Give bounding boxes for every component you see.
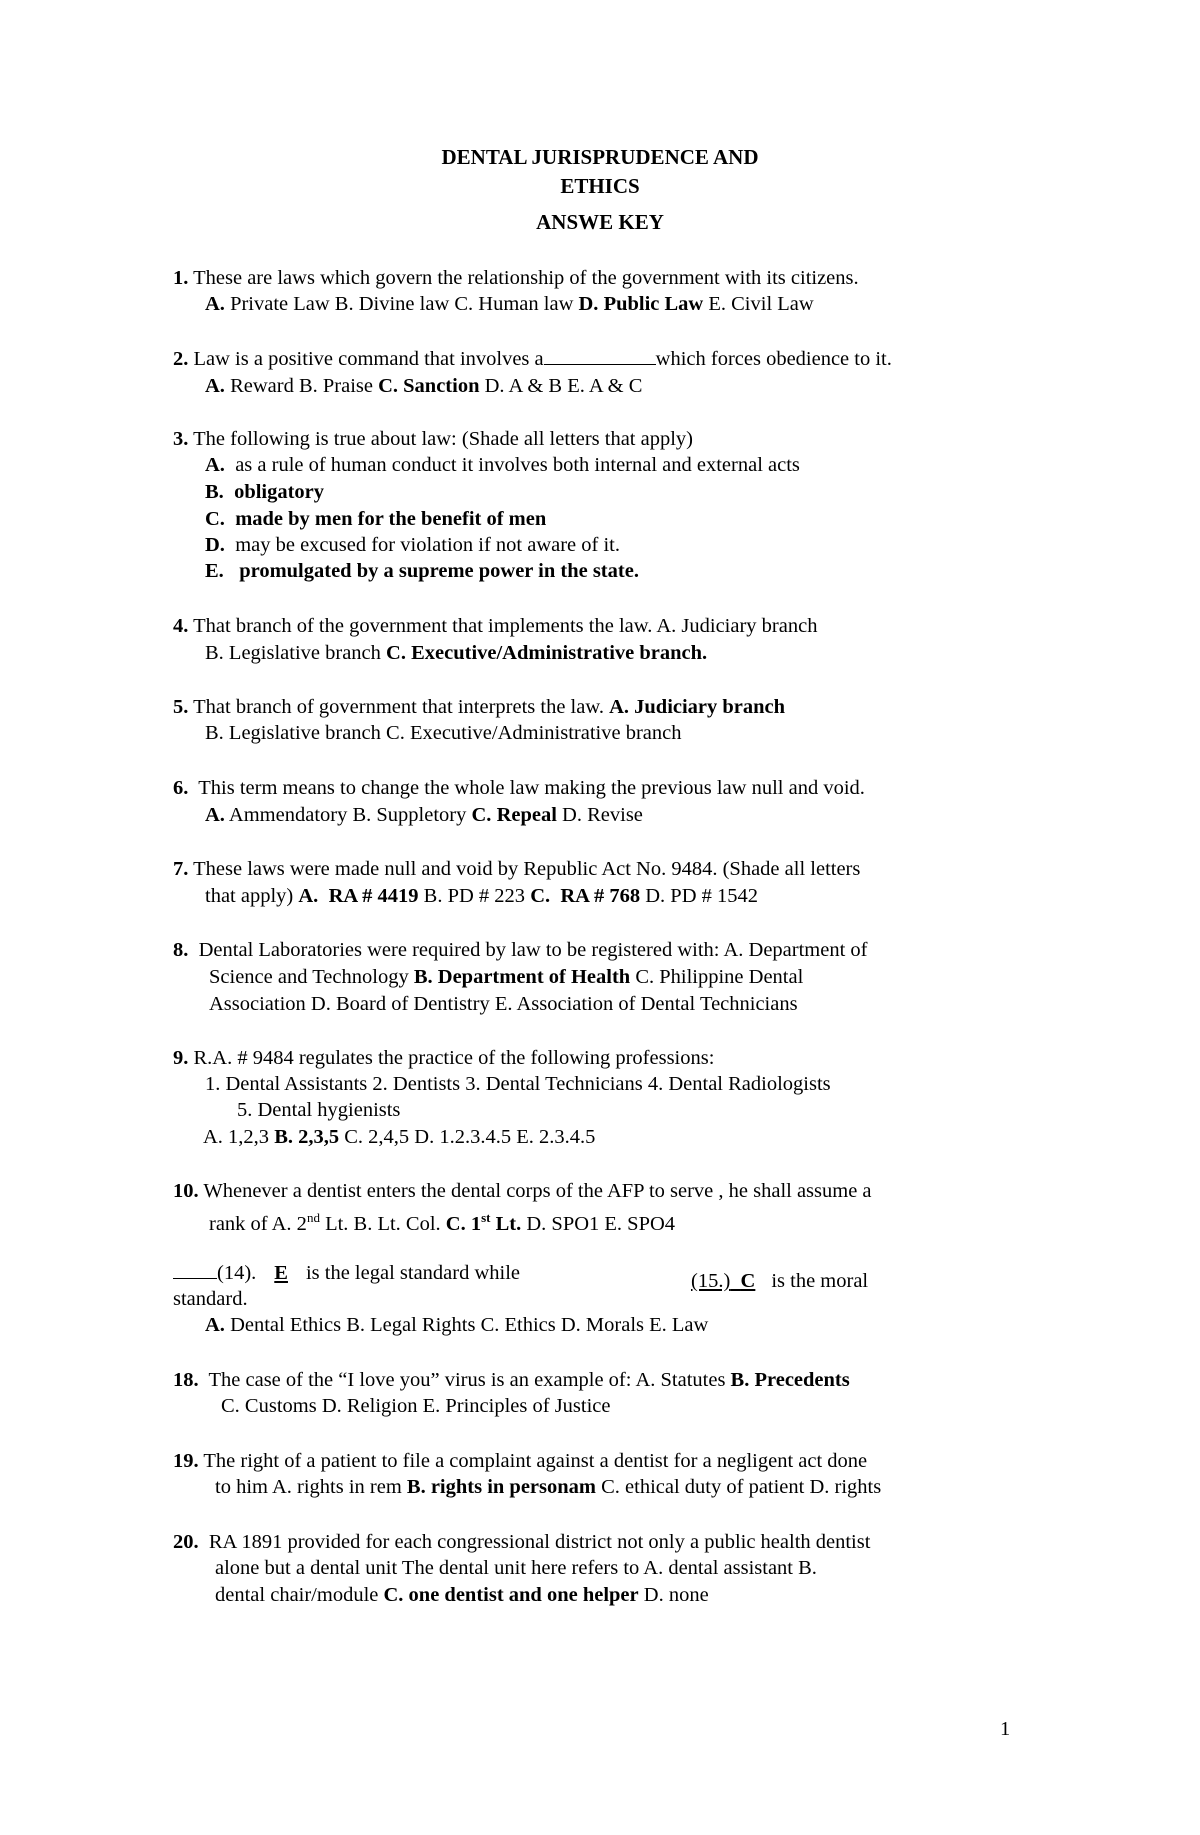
doc-subtitle: ANSWE KEY bbox=[536, 210, 664, 234]
question-9-line2: 1. Dental Assistants 2. Dentists 3. Dental Technicians 4. Dental Radiologists bbox=[205, 1073, 831, 1095]
question-14-options: A. Dental Ethics B. Legal Rights C. Ethics D. Morals E. Law bbox=[205, 1314, 709, 1336]
doc-title-line1: DENTAL JURISPRUDENCE AND bbox=[441, 145, 759, 169]
question-3-option-d: D. may be excused for violation if not aware of it. bbox=[205, 534, 621, 556]
answer-19: B. rights in personam bbox=[406, 1476, 596, 1498]
answer-6: Repeal bbox=[496, 804, 557, 826]
question-2: 2. Law is a positive command that involves a which forces obedience to it. bbox=[173, 348, 892, 370]
question-20-line3: dental chair/module C. one dentist and one helper D. none bbox=[215, 1584, 709, 1606]
answer-2: Sanction bbox=[403, 375, 480, 397]
fill-blank bbox=[544, 346, 656, 365]
answer-4: Executive/Administrative branch. bbox=[411, 642, 708, 664]
question-6: 6. This term means to change the whole law making the previous law null and void. bbox=[173, 777, 865, 799]
question-3-option-e: E. promulgated by a supreme power in the state. bbox=[205, 560, 639, 582]
page-number: 1 bbox=[1000, 1718, 1011, 1740]
answer-15: C bbox=[740, 1270, 756, 1292]
question-5: 5. That branch of government that interprets the law. A. Judiciary branch bbox=[173, 696, 786, 718]
question-19: 19. The right of a patient to file a complaint against a dentist for a negligent act done bbox=[173, 1450, 868, 1472]
question-15: (15.) C is the moral bbox=[691, 1270, 869, 1292]
question-20-line2: alone but a dental unit The dental unit here refers to A. dental assistant B. bbox=[215, 1557, 817, 1579]
answer-5: Judiciary branch bbox=[634, 696, 786, 718]
question-9: 9. R.A. # 9484 regulates the practice of the following professions: bbox=[173, 1047, 715, 1069]
question-4: 4. That branch of the government that implements the law. A. Judiciary branch bbox=[173, 615, 818, 637]
question-2-options: A. Reward B. Praise C. Sanction D. A & B E. A & C bbox=[205, 375, 643, 397]
question-3: 3. The following is true about law: (Shade all letters that apply) bbox=[173, 428, 693, 450]
answer-8: B. Department of Health bbox=[413, 966, 631, 988]
question-3-option-b: B. obligatory bbox=[205, 481, 325, 503]
question-1: 1. These are laws which govern the relationship of the government with its citizens. bbox=[173, 267, 859, 289]
question-19-line2: to him A. rights in rem B. rights in personam C. ethical duty of patient D. rights bbox=[215, 1476, 882, 1498]
answer-18: B. Precedents bbox=[730, 1369, 850, 1391]
question-9-options: A. 1,2,3 B. 2,3,5 C. 2,4,5 D. 1.2.3.4.5 E. 2.3.4.5 bbox=[203, 1126, 596, 1148]
question-10: 10. Whenever a dentist enters the dental corps of the AFP to serve , he shall assume a bbox=[173, 1180, 872, 1202]
question-1-options: A. Private Law B. Divine law C. Human law D. Public Law E. Civil Law bbox=[205, 293, 814, 315]
question-5-options: B. Legislative branch C. Executive/Administrative branch bbox=[205, 722, 682, 744]
question-18: 18. The case of the “I love you” virus is an example of: A. Statutes B. Precedents bbox=[173, 1369, 850, 1391]
question-14-line2: standard. bbox=[173, 1288, 248, 1310]
question-3-option-a: A. as a rule of human conduct it involves both internal and external acts bbox=[205, 454, 800, 476]
answer-1: Public Law bbox=[603, 293, 704, 315]
question-8-line2: Science and Technology B. Department of Health C. Philippine Dental bbox=[209, 966, 804, 988]
question-7-options: that apply) A. RA # 4419 B. PD # 223 C. RA # 768 D. PD # 1542 bbox=[205, 885, 758, 907]
question-7: 7. These laws were made null and void by Republic Act No. 9484. (Shade all letters bbox=[173, 858, 861, 880]
question-9-line3: 5. Dental hygienists bbox=[237, 1099, 401, 1121]
question-14: (14). E is the legal standard while bbox=[173, 1260, 520, 1286]
question-3-option-c: C. made by men for the benefit of men bbox=[205, 508, 547, 530]
answer-7a: RA # 4419 bbox=[328, 885, 419, 907]
question-10-options: rank of A. 2nd Lt. B. Lt. Col. C. 1st Lt. D. SPO1 E. SPO4 bbox=[209, 1210, 676, 1235]
fill-blank bbox=[173, 1260, 217, 1279]
answer-9: B. 2,3,5 bbox=[274, 1126, 340, 1148]
answer-14: E bbox=[274, 1262, 288, 1284]
question-6-options: A. Ammendatory B. Suppletory C. Repeal D. Revise bbox=[205, 804, 643, 826]
doc-title-line2: ETHICS bbox=[560, 174, 640, 198]
question-8: 8. Dental Laboratories were required by law to be registered with: A. Department of bbox=[173, 939, 868, 961]
question-18-line2: C. Customs D. Religion E. Principles of Justice bbox=[221, 1395, 611, 1417]
question-20: 20. RA 1891 provided for each congressional district not only a public health dentist bbox=[173, 1531, 871, 1553]
answer-20: C. one dentist and one helper bbox=[383, 1584, 639, 1606]
question-4-options: B. Legislative branch C. Executive/Administrative branch. bbox=[205, 642, 708, 664]
question-8-line3: Association D. Board of Dentistry E. Association of Dental Technicians bbox=[209, 993, 798, 1015]
answer-7c: RA # 768 bbox=[560, 885, 641, 907]
